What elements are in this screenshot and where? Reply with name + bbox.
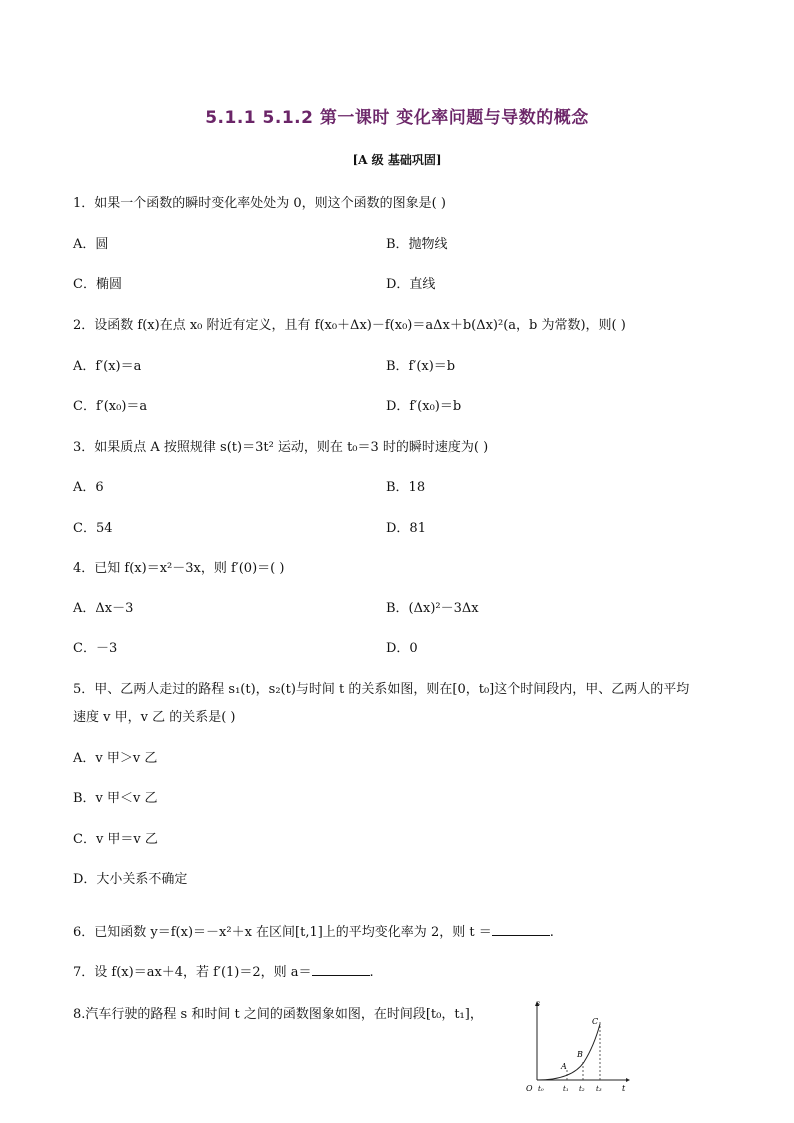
q4-option-d: D．0	[386, 641, 418, 656]
q3-option-d: D．81	[386, 521, 426, 536]
q1-option-a: A．圆	[73, 237, 109, 252]
q5-option-b: B．v 甲＜v 乙	[73, 791, 158, 806]
question-1-stem: 1．如果一个函数的瞬时变化率处处为 0，则这个函数的图象是( )	[73, 196, 446, 211]
graph-point-c: C	[592, 1017, 599, 1026]
question-6-stem	[73, 921, 554, 940]
q7-answer-blank	[312, 963, 370, 976]
graph-axis-t-label: t	[622, 1084, 626, 1093]
question-8-stem: 8.汽车行驶的路程 s 和时间 t 之间的函数图象如图，在时间段[t₀，t₁]，	[73, 1007, 483, 1022]
q4-option-b: B．(Δx)²－3Δx	[386, 601, 479, 616]
graph-tick-t3: t₃	[596, 1085, 602, 1093]
graph-tick-t0: t₀	[538, 1085, 544, 1093]
q2-option-d: D．f′(x₀)＝b	[386, 399, 462, 414]
q2-option-c: C．f′(x₀)＝a	[73, 399, 148, 414]
q1-option-b: B．抛物线	[386, 237, 448, 252]
q7-text: 7．设 f(x)＝ax＋4，若 f′(1)＝2，则 a＝	[73, 965, 312, 980]
graph-origin-label: O	[526, 1084, 533, 1093]
q3-option-c: C．54	[73, 521, 113, 536]
q3-option-b: B．18	[386, 480, 426, 495]
q6-answer-blank	[492, 923, 550, 936]
q3-option-a: A．6	[73, 480, 104, 495]
question-3-stem: 3．如果质点 A 按照规律 s(t)＝3t² 运动，则在 t₀＝3 时的瞬时速度为( )	[73, 440, 489, 455]
graph-tick-t1: t₁	[563, 1085, 569, 1093]
section-heading: [A 级 基础巩固]	[352, 153, 442, 167]
graph-point-a: A	[561, 1062, 567, 1071]
q4-option-c: C．－3	[73, 641, 118, 656]
question-7-stem	[73, 961, 374, 980]
q2-option-a: A．f′(x)＝a	[73, 359, 142, 374]
question-4-stem: 4．已知 f(x)＝x²－3x，则 f′(0)＝( )	[73, 561, 285, 576]
q5-option-d: D．大小关系不确定	[73, 872, 188, 887]
page-title: 5.1.1 5.1.2 第一课时 变化率问题与导数的概念	[205, 108, 589, 128]
graph-curve	[537, 1024, 600, 1080]
graph-x-arrow	[626, 1078, 630, 1082]
q6-text: 6．已知函数 y＝f(x)＝－x²＋x 在区间[t,1]上的平均变化率为 2，则 t ＝	[73, 925, 492, 940]
q5-option-c: C．v 甲＝v 乙	[73, 832, 158, 847]
graph-point-b: B	[577, 1050, 583, 1059]
q4-option-a: A．Δx－3	[73, 601, 134, 616]
distance-time-graph	[512, 1000, 630, 1095]
graph-axis-s-label: s	[536, 1000, 541, 1008]
q1-option-d: D．直线	[386, 277, 436, 292]
graph-tick-t2: t₂	[579, 1085, 585, 1093]
q1-option-c: C．椭圆	[73, 277, 122, 292]
q6-period: .	[549, 925, 554, 940]
question-5-stem-line2: 速度 v 甲，v 乙 的关系是( )	[73, 710, 236, 725]
question-5-stem-line1: 5．甲、乙两人走过的路程 s₁(t)，s₂(t)与时间 t 的关系如图，则在[0，t₀]这个时间段内，甲、乙两人的平均	[73, 682, 690, 697]
q2-option-b: B．f′(x)＝b	[386, 359, 456, 374]
question-2-stem: 2．设函数 f(x)在点 x₀ 附近有定义，且有 f(x₀＋Δx)－f(x₀)＝aΔx＋b(Δx)²(a，b 为常数)，则( )	[73, 318, 626, 333]
q7-period: .	[369, 965, 374, 980]
q5-option-a: A．v 甲＞v 乙	[73, 751, 158, 766]
